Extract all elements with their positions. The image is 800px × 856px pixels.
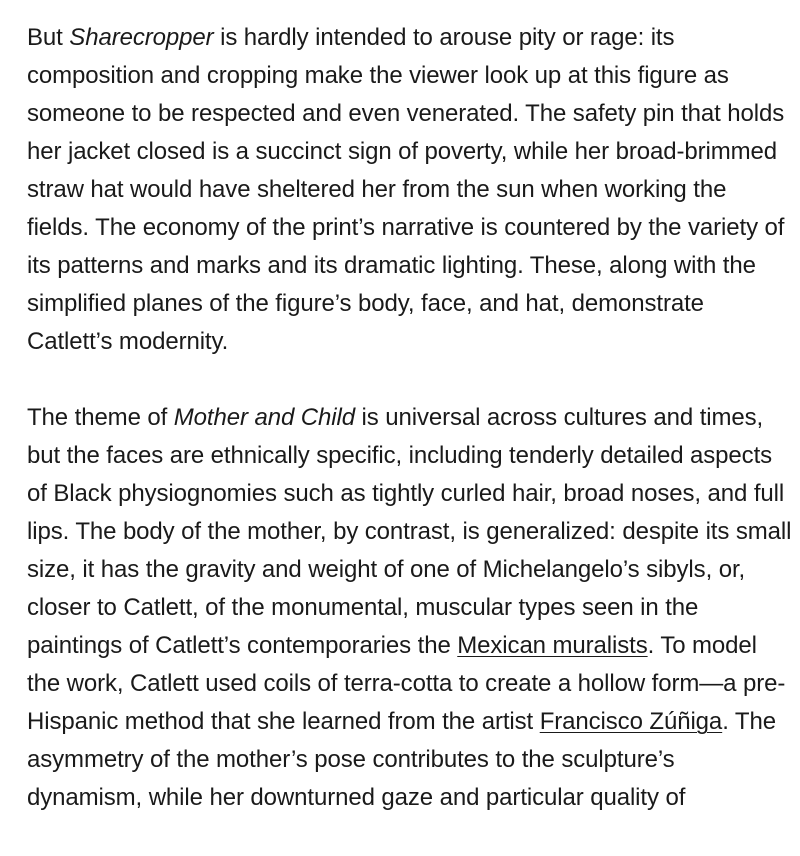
link-francisco-zuniga[interactable]: Francisco Zúñiga: [539, 708, 723, 735]
paragraph-text: . To model the work, Catlett used coils of terra-cotta to create a hollow form—a pre-Hispanic method that she learned from the artist: [27, 632, 786, 735]
paragraph-text: . The asymmetry of the mother’s pose contributes to the sculpture’s dynamism, while her downturned gaze and particular quality of: [27, 708, 776, 811]
paragraph-text: The theme of: [27, 404, 174, 431]
artwork-title-sharecropper: Sharecropper: [69, 24, 214, 51]
artwork-title-mother-and-child: Mother and Child: [173, 404, 355, 431]
paragraph-mother-and-child: [27, 399, 792, 817]
article-body: [27, 19, 792, 855]
paragraph-text: is universal across cultures and times, but the faces are ethnically specific, including tenderly detailed aspects of Black physiognomies such as tightly curled hair, broad noses, and full lips. The body of the mother, by contrast, is generalized: despite its small size, it has the gravity and weight of one of Michelangelo’s sibyls, or, closer to Catlett, of the monumental, muscular types seen in the paintings of Catlett’s contemporaries the: [27, 404, 792, 659]
paragraph-sharecropper: [27, 19, 792, 361]
paragraph-text: is hardly intended to arouse pity or rage: its composition and cropping make the viewer look up at this figure as someone to be respected and even venerated. The safety pin that holds her jacket closed is a succinct sign of poverty, while her broad-brimmed straw hat would have sheltered her from the sun when working the fields. The economy of the print’s narrative is countered by the variety of its patterns and marks and its dramatic lighting. These, along with the simplified planes of the figure’s body, face, and hat, demonstrate Catlett’s modernity.: [27, 24, 785, 355]
link-mexican-muralists[interactable]: Mexican muralists: [457, 632, 648, 659]
paragraph-text: But: [27, 24, 70, 51]
